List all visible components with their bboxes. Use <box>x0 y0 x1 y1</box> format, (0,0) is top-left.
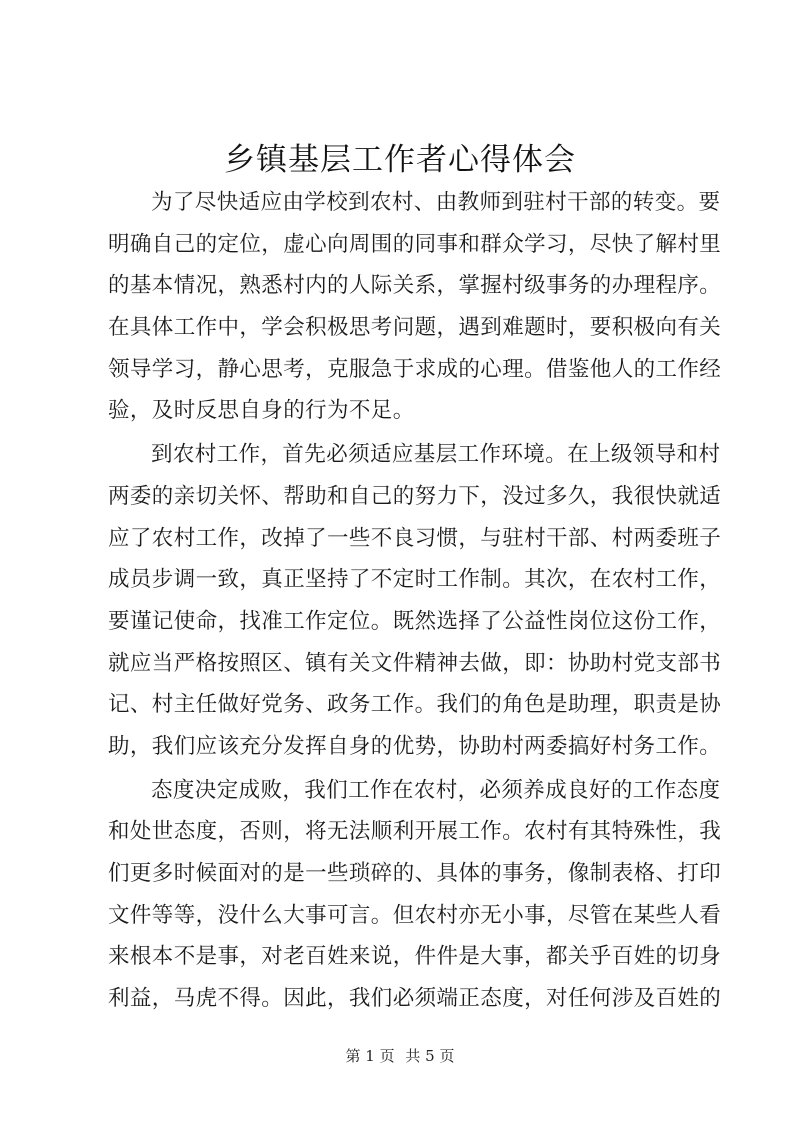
paragraph-line: 态度决定成败，我们工作在农村，必须养成良好的工作态度 <box>151 777 721 803</box>
paragraph-line: 就应当严格按照区、镇有关文件精神去做，即：协助村党支部书 <box>108 650 722 676</box>
paragraph-line: 文件等等，没什么大事可言。但农村亦无小事，尽管在某些人看 <box>108 902 722 928</box>
document-body <box>108 182 722 1022</box>
page-total: 共 5 页 <box>405 1047 455 1065</box>
paragraph-line: 在具体工作中，学会积极思考问题，遇到难题时，要积极向有关 <box>108 315 722 341</box>
paragraph-1 <box>108 182 722 432</box>
paragraph-line: 来根本不是事，对老百姓来说，件件是大事，都关乎百姓的切身 <box>108 944 722 970</box>
paragraph-line: 领导学习，静心思考，克服急于求成的心理。借鉴他人的工作经 <box>108 356 722 382</box>
paragraph-line: 应了农村工作，改掉了一些不良习惯，与驻村干部、村两委班子 <box>108 525 722 551</box>
paragraph-line: 到农村工作，首先必须适应基层工作环境。在上级领导和村 <box>151 442 721 468</box>
paragraph-line: 两委的亲切关怀、帮助和自己的努力下，没过多久，我很快就适 <box>108 483 722 509</box>
paragraph-line: 明确自己的定位，虚心向周围的同事和群众学习，尽快了解村里 <box>108 231 722 257</box>
paragraph-line: 和处世态度，否则，将无法顺利开展工作。农村有其特殊性，我 <box>108 819 722 845</box>
paragraph-line: 为了尽快适应由学校到农村、由教师到驻村干部的转变。要 <box>151 190 721 215</box>
paragraph-line: 要谨记使命，找准工作定位。既然选择了公益性岗位这份工作， <box>108 608 722 634</box>
document-title: 乡镇基层工作者心得体会 <box>224 142 576 178</box>
paragraph-line: 们更多时候面对的是一些琐碎的、具体的事务，像制表格、打印 <box>108 861 722 886</box>
paragraph-line: 成员步调一致，真正坚持了不定时工作制。其次，在农村工作， <box>108 567 722 593</box>
paragraph-2 <box>108 434 722 768</box>
page-number: 第 1 页 <box>345 1047 395 1065</box>
paragraph-line: 利益，马虎不得。因此，我们必须端正态度，对任何涉及百姓的 <box>108 986 722 1012</box>
paragraph-line: 验，及时反思自身的行为不足。 <box>108 398 415 424</box>
page-footer <box>0 1046 800 1066</box>
paragraph-line: 记、村主任做好党务、政务工作。我们的角色是助理，职责是协 <box>108 692 722 718</box>
paragraph-line: 助，我们应该充分发挥自身的优势，协助村两委搞好村务工作。 <box>108 733 722 759</box>
paragraph-3 <box>108 770 722 1020</box>
paragraph-line: 的基本情况，熟悉村内的人际关系，掌握村级事务的办理程序。 <box>108 273 722 299</box>
